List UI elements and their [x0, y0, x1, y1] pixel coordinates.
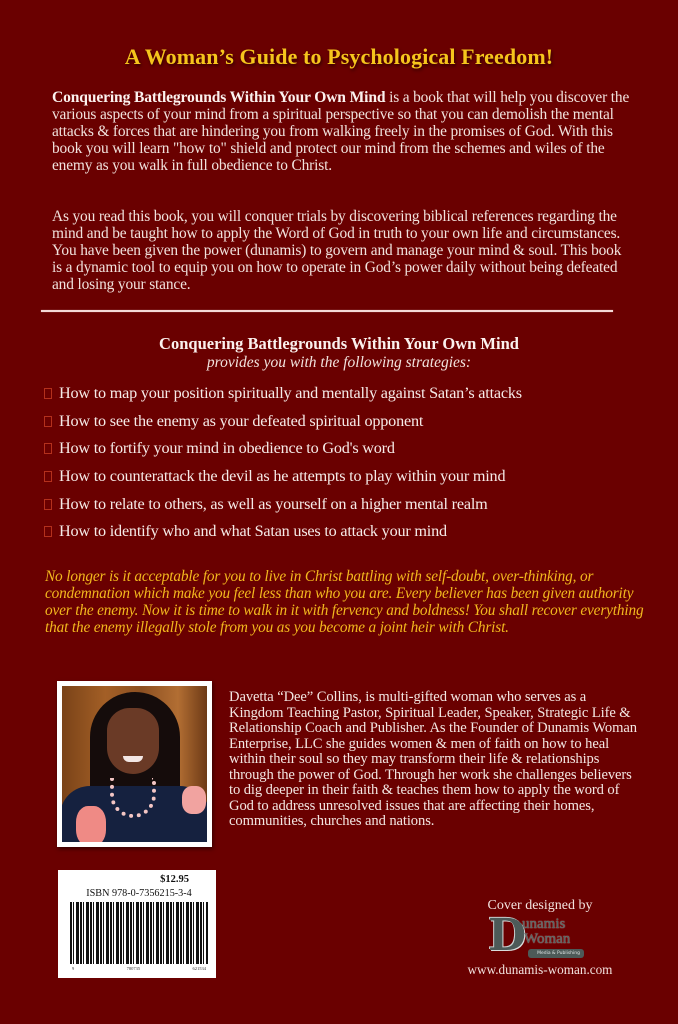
isbn-barcode-label — [58, 870, 216, 978]
intro-paragraph-1-text: is a book that will help you discover the various aspects of your mind from a spiritual perspective so that you can demolish the mental attacks & forces that are hindering you from walking freely in the promises of God. With this book you will learn "how to" shield and protect our mind from the schemes and wiles of the enemy as you walk in full obedience to Christ. — [52, 89, 630, 174]
dunamis-woman-logo — [488, 910, 588, 962]
author-photo-frame — [57, 681, 212, 847]
list-item — [44, 463, 654, 491]
square-bullet-icon — [44, 416, 52, 427]
list-item-label: How to fortify your mind in obedience to God's word — [59, 439, 395, 458]
list-item — [44, 490, 654, 518]
cover-credit-label: Cover designed by — [487, 898, 593, 913]
photo-smile-shape — [123, 756, 143, 762]
list-item-label: How to counterattack the devil as he attempts to play within your mind — [59, 467, 506, 486]
list-item — [44, 380, 654, 408]
photo-floral-pattern — [182, 786, 206, 814]
price-label: $12.95 — [160, 874, 189, 885]
logo-word-dunamis: unamis — [522, 916, 566, 932]
list-item-label: How to identify who and what Satan uses to attack your mind — [59, 522, 447, 541]
barcode-digits — [72, 966, 206, 971]
square-bullet-icon — [44, 499, 52, 510]
strategies-subheading: provides you with the following strategies: — [206, 354, 472, 371]
photo-floral-pattern — [76, 806, 106, 842]
intro-paragraph-2: As you read this book, you will conquer trials by discovering biblical references regarding the mind and be taught how to apply the Word of God in truth to your own life and circumstances. You have been given the power (dunamis) to govern and manage your mind & soul. This book is a dynamic tool to equip you on how to operate in God’s power daily without being defeated and losing your stance. — [52, 208, 622, 293]
list-item — [44, 435, 654, 463]
photo-face-shape — [107, 708, 159, 774]
square-bullet-icon — [44, 388, 52, 399]
cover-tagline: A Woman’s Guide to Psychological Freedom! — [124, 44, 554, 69]
list-item-label: How to map your position spiritually and mentally against Satan’s attacks — [59, 384, 522, 403]
barcode-digit-group: 9 — [72, 966, 75, 971]
publisher-website-link[interactable]: www.dunamis-woman.com — [467, 962, 613, 977]
logo-initial: D — [488, 910, 527, 961]
author-bio: Davetta “Dee” Collins, is multi-gifted woman who serves as a Kingdom Teaching Pastor, Spiritual Leader, Speaker, Strategic Life & Relationship Coach and Publisher. As the Founder of Dunamis Woman Enterprise, LLC she guides women & men of faith on how to heal within their soul so they may transform their life & relationships through the power of God. Through her work she challenges believers to dig deeper in their faith & teaches them how to apply the word of God to address unresolved issues that are affecting their homes, communities, churches and nations. — [229, 689, 637, 829]
strategies-list — [44, 380, 654, 546]
list-item — [44, 518, 654, 546]
book-title-inline: Conquering Battlegrounds Within Your Own Mind — [52, 89, 386, 106]
section-divider — [41, 310, 613, 312]
square-bullet-icon — [44, 526, 52, 537]
strategies-heading: Conquering Battlegrounds Within Your Own Mind — [159, 334, 519, 353]
square-bullet-icon — [44, 471, 52, 482]
list-item-label: How to see the enemy as your defeated spiritual opponent — [59, 411, 424, 430]
logo-word-woman: Woman — [524, 931, 571, 947]
barcode-digit-group: 780735 — [126, 966, 141, 971]
intro-paragraph-1 — [52, 89, 632, 174]
list-item — [44, 408, 654, 436]
author-photo — [62, 686, 207, 842]
barcode-icon — [70, 902, 208, 964]
barcode-digit-group: 621534 — [192, 966, 206, 971]
logo-tagline: Media & Publishing — [528, 949, 584, 958]
isbn-number: ISBN 978-0-7356215-3-4 — [86, 888, 192, 899]
list-item-label: How to relate to others, as well as yourself on a higher mental realm — [59, 494, 488, 513]
square-bullet-icon — [44, 443, 52, 454]
call-to-action-quote: No longer is it acceptable for you to live in Christ battling with self-doubt, over-thinking, or condemnation which make you feel less than who you are. Every believer has been given authority over the enemy. Now it is time to walk in it with fervency and boldness! You shall recover everything that the enemy illegally stole from you as you become a joint heir with Christ. — [45, 568, 644, 636]
